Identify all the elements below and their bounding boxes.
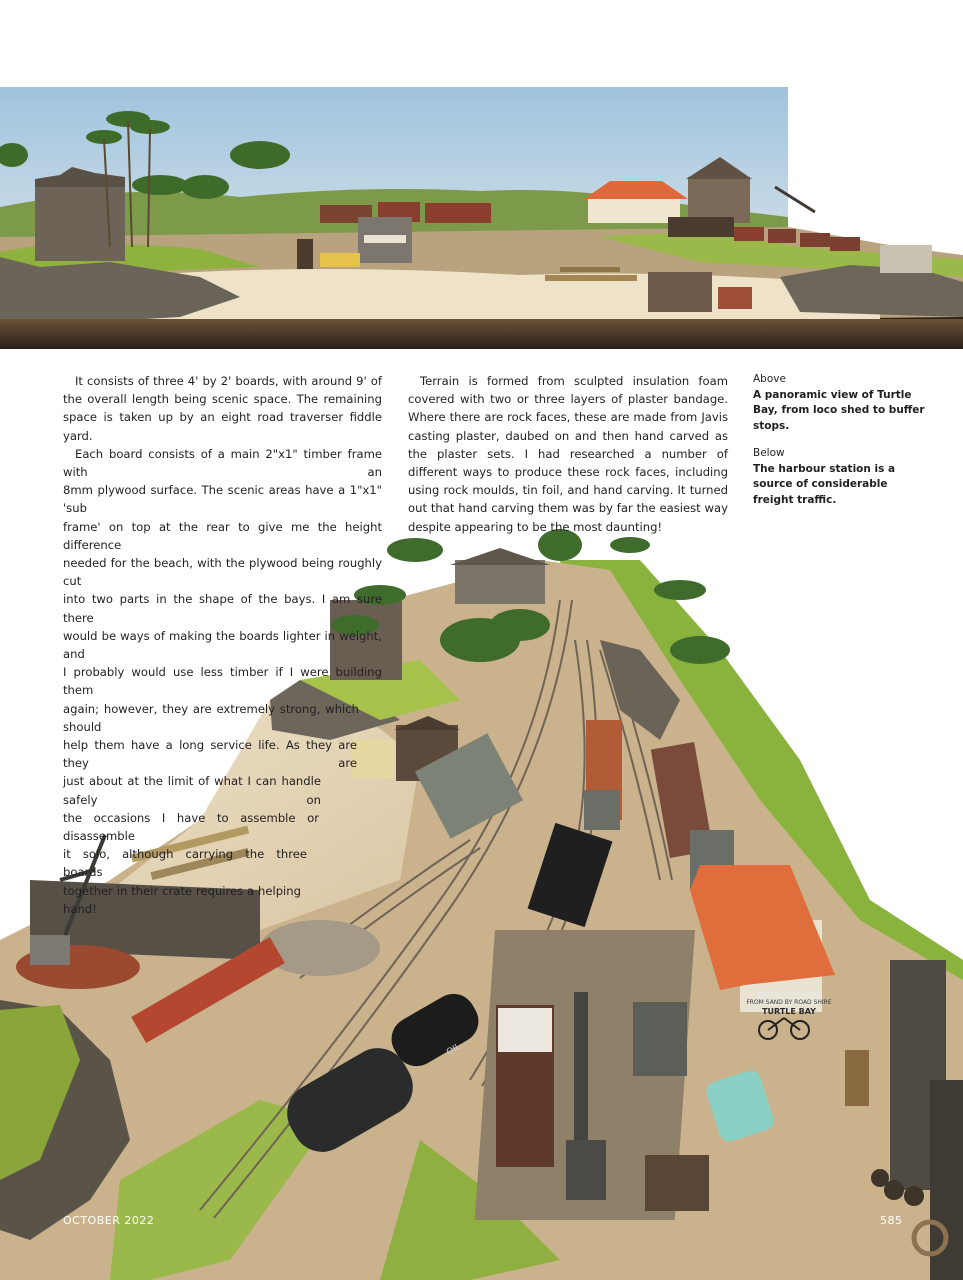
text-line: I probably would use less timber if I were building them [63, 665, 382, 698]
text-line: hand! [63, 901, 97, 916]
text-line: 8mm plywood surface. The scenic areas have a 1"x1" 'sub [63, 483, 382, 516]
text-line: frame' on top at the rear to give me the height difference [63, 519, 382, 552]
photo-captions [753, 372, 928, 520]
text-line: together in their crate requires a helping [63, 883, 301, 898]
text-line: into two parts in the shape of the bays. I am sure there [63, 592, 382, 625]
text-line: again; however, they are extremely strong, which should [63, 701, 359, 734]
text-line: needed for the beach, with the plywood being roughly cut [63, 556, 382, 589]
text-line: Each board consists of a main 2"x1" timber frame with an [63, 446, 382, 480]
station-sign: TURTLE BAY [762, 1007, 816, 1016]
page-number: 585 [880, 1214, 903, 1227]
paragraph: It consists of three 4' by 2' boards, with around 9' of the overall length being scenic space. The remaining space is taken up by an eight road traverser fiddle yard. [63, 374, 382, 443]
text-line: the occasions I have to assemble or disassemble [63, 810, 319, 844]
station-sign-small: FROM SAND BY ROAD SHIRE [746, 999, 832, 1006]
caption-above-label: Above [753, 373, 786, 385]
text-line: would be ways of making the boards lighter in weight, and [63, 628, 382, 662]
caption-below-label: Below [753, 447, 785, 459]
text-line: just about at the limit of what I can handle safely on [63, 774, 321, 807]
tank-wagon-label: OIL [445, 1041, 463, 1059]
paragraph: Terrain is formed from sculpted insulation foam covered with two or three layers of plaster bandage. Where there are rock faces, these are made from Javis casting plaster, daubed on and then hand carved as the plaster sets. I had researched a number of different ways to produce these rock faces, including using rock moulds, tin foil, and hand carving. It turned out that hand carving them was by far the easiest way despite appearing to be the most daunting! [408, 374, 728, 534]
issue-date: OCTOBER 2022 [63, 1214, 155, 1227]
article-column-2 [408, 372, 728, 536]
article-column-1 [63, 372, 382, 918]
caption-above-text: A panoramic view of Turtle Bay, from loco shed to buffer stops. [753, 388, 925, 432]
text-line: help them have a long service life. As they are they are [63, 738, 357, 771]
paragraph [63, 445, 382, 918]
caption-below-text: The harbour station is a source of considerable freight traffic. [753, 462, 896, 506]
text-line: it solo, although carrying the three boards [63, 847, 307, 880]
